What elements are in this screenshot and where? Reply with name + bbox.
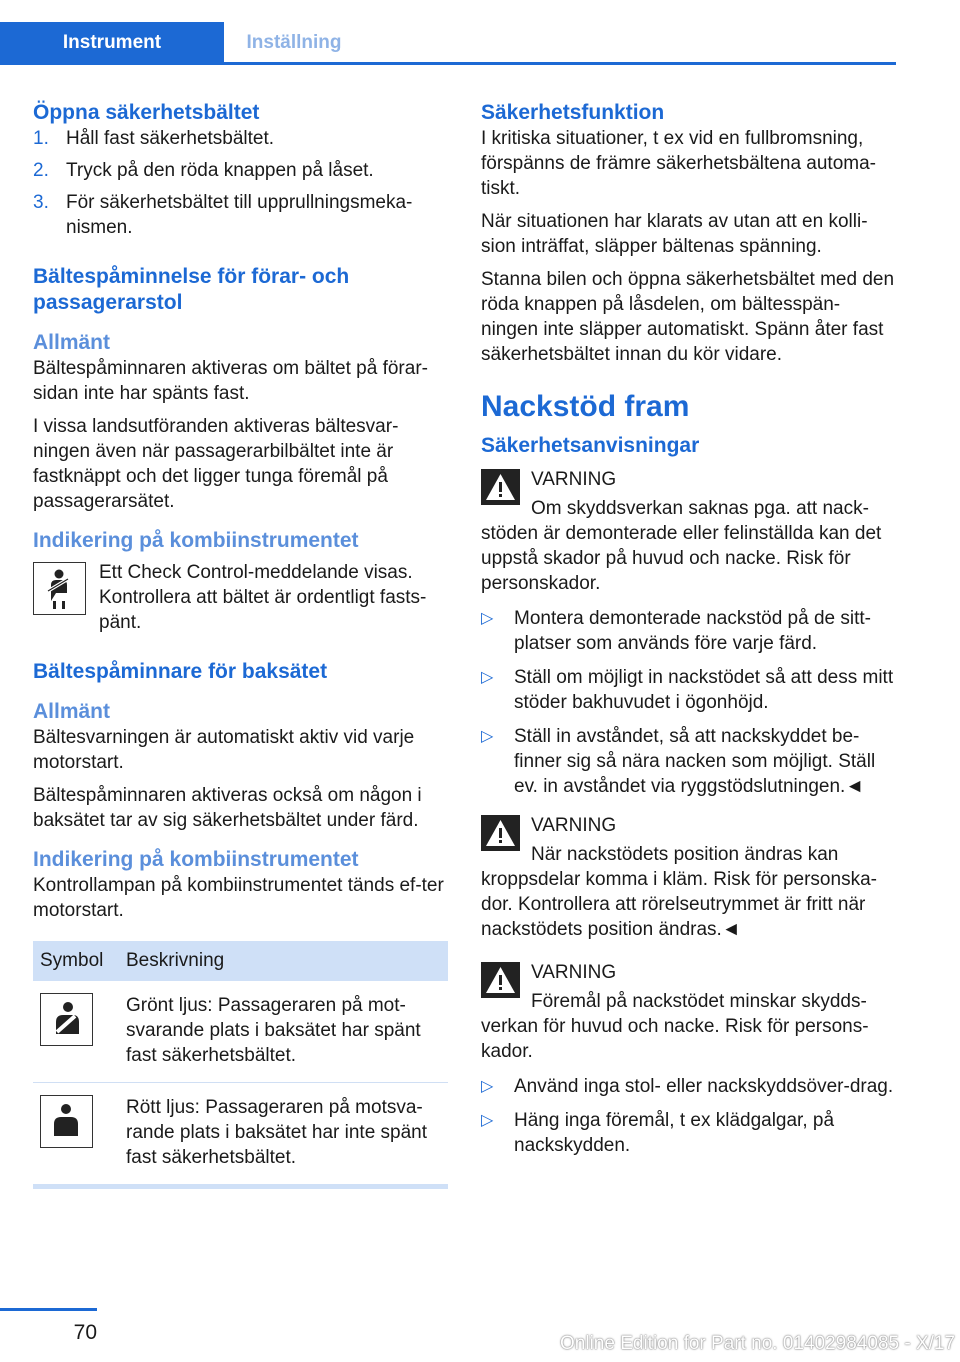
table-row bbox=[33, 981, 448, 1083]
list-item bbox=[481, 1108, 896, 1158]
indication-heading: Indikering på kombiinstrumentet bbox=[33, 529, 359, 552]
warning-block bbox=[481, 467, 896, 596]
list-item bbox=[481, 724, 896, 799]
bullet-text: Ställ om möjligt in nackstödet så att dess mitt stöder bakhuvudet i ögonhöjd. bbox=[514, 667, 894, 713]
rear-indication-heading: Indikering på kombiinstrumentet bbox=[33, 848, 359, 871]
warning-text: När nackstödets position ändras kan kroppsdelar komma i kläm. Risk för personska-dor. Kontrollera att rörelseutrymmet är fritt när nackstödets position ändras.◄ bbox=[481, 844, 877, 940]
list-item bbox=[481, 665, 896, 715]
list-item bbox=[33, 158, 448, 183]
row-description: Grönt ljus: Passageraren på mot-svarande plats i baksätet har spänt fast säkerhetsbältet. bbox=[119, 981, 448, 1083]
right-column bbox=[481, 100, 896, 1168]
rear-general-heading: Allmänt bbox=[33, 700, 111, 723]
seatbelt-warning-icon bbox=[33, 562, 86, 615]
warning-text: Föremål på nackstödet minskar skydds-verkan för huvud och nacke. Risk för persons-kador. bbox=[481, 991, 869, 1062]
row-description: Rött ljus: Passageraren på motsva-rande plats i baksätet har inte spänt fast säkerhetsbältet. bbox=[119, 1083, 448, 1187]
warning-text: Om skyddsverkan saknas pga. att nack-stöden är demonterade eller felinställda kan det uppstå skador på huvud och nacke. Risk för personskador. bbox=[481, 498, 882, 594]
step-number: 3. bbox=[33, 192, 49, 213]
seatbelt-green-icon bbox=[40, 993, 93, 1046]
step-number: 2. bbox=[33, 160, 49, 181]
cover-bullets bbox=[481, 1074, 896, 1158]
reminder-heading: Bältespåminnelse för förar- och passagerarstol bbox=[33, 265, 350, 314]
step-number: 1. bbox=[33, 128, 49, 149]
table-row bbox=[33, 1083, 448, 1187]
warning-title: VARNING bbox=[531, 469, 617, 490]
step-text: Håll fast säkerhetsbältet. bbox=[66, 128, 275, 149]
triangle-bullet-icon: ▷ bbox=[481, 728, 494, 745]
page-number: 70 bbox=[0, 1308, 97, 1345]
safety-paragraph-3: Stanna bilen och öppna säkerhetsbältet med den röda knappen på låsdelen, om bältesspän-ningen inte släpper automatiskt. Spänn åter fast säkerhetsbältet innan du kör vidare. bbox=[481, 269, 895, 365]
rear-paragraph-1: Bältesvarningen är automatiskt aktiv vid varje motorstart. bbox=[33, 727, 415, 773]
bullet-text: Häng inga föremål, t ex klädgalgar, på nackskydden. bbox=[514, 1110, 835, 1156]
tab-installning[interactable]: Inställning bbox=[246, 32, 342, 53]
left-column bbox=[33, 100, 448, 1189]
headrest-bullets bbox=[481, 606, 896, 799]
list-item bbox=[33, 126, 448, 151]
open-seatbelt-heading: Öppna säkerhetsbältet bbox=[33, 101, 260, 124]
triangle-bullet-icon: ▷ bbox=[481, 1078, 494, 1095]
warning-triangle-icon bbox=[481, 815, 520, 851]
warning-block bbox=[481, 960, 896, 1064]
warning-block bbox=[481, 813, 896, 942]
warning-triangle-icon bbox=[481, 469, 520, 505]
header-description: Beskrivning bbox=[119, 941, 448, 981]
general-paragraph-1: Bältespåminnaren aktiveras om bältet på förar-sidan inte har spänts fast. bbox=[33, 358, 428, 404]
bullet-text: Montera demonterade nackstöd på de sitt-platser som används före varje färd. bbox=[514, 608, 871, 654]
safety-paragraph-2: När situationen har klarats av utan att en kolli-sion inträffat, släpper bältenas spänning. bbox=[481, 211, 868, 257]
chapter-tab-bar bbox=[0, 22, 896, 65]
safety-paragraph-1: I kritiska situationer, t ex vid en fullbromsning, förspänns de främre säkerhetsbältena automa-tiskt. bbox=[481, 128, 876, 199]
passenger-red-icon bbox=[40, 1095, 93, 1148]
tab-instrument[interactable]: Instrument bbox=[0, 22, 224, 62]
open-steps-list bbox=[33, 126, 448, 240]
indicator-block bbox=[33, 560, 448, 635]
triangle-bullet-icon: ▷ bbox=[481, 669, 494, 686]
indication-text: Ett Check Control-meddelande visas. Kontrollera att bältet är ordentligt fasts-pänt. bbox=[99, 562, 427, 633]
warning-triangle-icon bbox=[481, 962, 520, 998]
step-text: Tryck på den röda knappen på låset. bbox=[66, 160, 374, 181]
list-item bbox=[481, 1074, 896, 1099]
bullet-text: Använd inga stol- eller nackskyddsöver-drag. bbox=[514, 1076, 894, 1097]
rear-indication-text: Kontrollampan på kombiinstrumentet tänds ef-ter motorstart. bbox=[33, 875, 444, 921]
symbol-table bbox=[33, 941, 448, 1189]
list-item bbox=[33, 190, 448, 240]
table-header-row bbox=[33, 941, 448, 981]
safety-function-heading: Säkerhetsfunktion bbox=[481, 101, 665, 124]
headrest-heading: Nackstöd fram bbox=[481, 390, 690, 423]
warning-title: VARNING bbox=[531, 815, 617, 836]
general-paragraph-2: I vissa landsutföranden aktiveras bältesvar-ningen även när passagerarbilbältet inte är fastknäppt och det ligger tunga föremål på passagerarsätet. bbox=[33, 416, 399, 512]
rear-paragraph-2: Bältespåminnaren aktiveras också om någon i baksätet tar av sig säkerhetsbältet under färd. bbox=[33, 785, 422, 831]
instructions-heading: Säkerhetsanvisningar bbox=[481, 434, 700, 457]
step-text: För säkerhetsbältet till upprullningsmeka-nismen. bbox=[66, 192, 413, 238]
list-item bbox=[481, 606, 896, 656]
triangle-bullet-icon: ▷ bbox=[481, 1112, 494, 1129]
header-symbol: Symbol bbox=[33, 941, 119, 981]
warning-title: VARNING bbox=[531, 962, 617, 983]
rear-reminder-heading: Bältespåminnare för baksätet bbox=[33, 660, 328, 683]
edition-footer: Online Edition for Part no. 01402984085 - X/17 bbox=[560, 1333, 956, 1354]
triangle-bullet-icon: ▷ bbox=[481, 610, 494, 627]
general-heading: Allmänt bbox=[33, 331, 111, 354]
bullet-text: Ställ in avståndet, så att nackskyddet be-finner sig så nära nacken som möjligt. Ställ ev. in avståndet via ryggstödslutningen.◄ bbox=[514, 726, 876, 797]
